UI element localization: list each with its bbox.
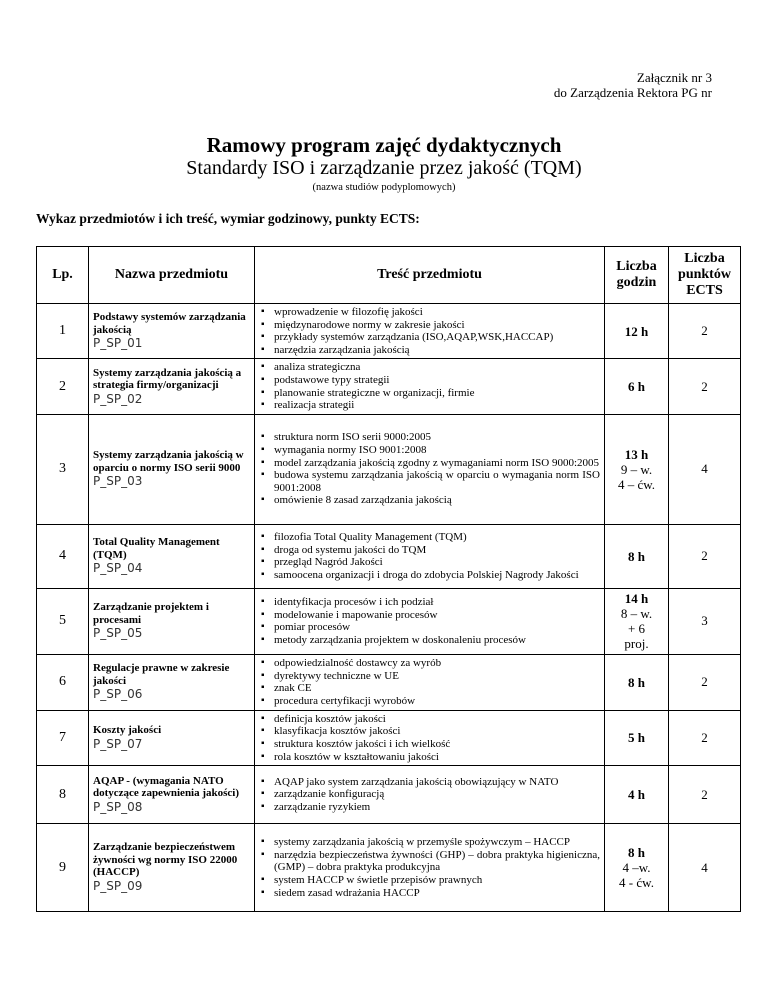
table-row: [37, 710, 741, 765]
hours-cell: [605, 524, 669, 588]
annex-line-2: do Zarządzenia Rektora PG nr: [553, 85, 712, 100]
header-points-line: punktów: [678, 267, 731, 282]
row-number: 1: [37, 304, 89, 359]
content-item: ▪ realizacja strategii: [261, 399, 600, 412]
content-item: ▪ przegląd Nagród Jakości: [261, 556, 600, 569]
course-content: [255, 524, 605, 588]
course-code: P_SP_07: [93, 736, 143, 751]
content-item: ▪ dyrektywy techniczne w UE: [261, 670, 600, 683]
course-cell: [89, 654, 255, 710]
table-row: [37, 524, 741, 588]
header-points-line: Liczba: [684, 251, 725, 266]
content-item: ▪ zarządzanie ryzykiem: [261, 801, 600, 814]
course-name: AQAP - (wymagania NATO dotyczące zapewnienia jakości): [93, 774, 240, 800]
course-name: Systemy zarządzania jakością w oparciu o normy ISO serii 9000: [93, 449, 244, 474]
hours-total: 8 h: [628, 548, 645, 564]
ects-points: 2: [669, 304, 741, 359]
row-number: 4: [37, 524, 89, 588]
hours-cell: [605, 304, 669, 359]
content-item: ▪ definicja kosztów jakości: [261, 713, 600, 726]
course-content: [255, 414, 605, 524]
content-item: ▪ system HACCP w świetle przepisów prawnych: [261, 874, 600, 887]
course-name: Regulacje prawne w zakresie jakości: [93, 662, 230, 687]
content-item: ▪ wprowadzenie w filozofię jakości: [261, 306, 600, 319]
row-number: 5: [37, 588, 89, 654]
content-item: ▪ podstawowe typy strategii: [261, 374, 600, 387]
content-item: ▪ odpowiedzialność dostawcy za wyrób: [261, 657, 600, 670]
content-item: ▪ AQAP jako system zarządzania jakością obowiązujący w NATO: [261, 776, 600, 789]
hours-total: 4 h: [628, 787, 645, 803]
course-code: P_SP_09: [93, 878, 143, 893]
hours-cell: [605, 824, 669, 912]
header-content: Treść przedmiotu: [255, 247, 605, 304]
content-item: ▪ struktura norm ISO serii 9000:2005: [261, 431, 600, 444]
ects-points: 2: [669, 710, 741, 765]
hours-total: 13 h: [624, 446, 649, 462]
course-code: P_SP_08: [93, 799, 143, 814]
content-list: [261, 361, 600, 411]
hours-detail: 8 – w.: [620, 606, 653, 622]
content-item: ▪ narzędzia zarządzania jakością: [261, 344, 600, 357]
course-code: P_SP_05: [93, 626, 143, 641]
hours-total: 8 h: [628, 674, 645, 690]
ects-points: 4: [669, 414, 741, 524]
content-item: ▪ filozofia Total Quality Management (TQM): [261, 531, 600, 544]
row-number: 6: [37, 654, 89, 710]
header-hours: [605, 247, 669, 304]
row-number: 3: [37, 414, 89, 524]
course-cell: [89, 824, 255, 912]
course-cell: [89, 304, 255, 359]
content-item: ▪ identyfikacja procesów i ich podział: [261, 596, 600, 609]
header-hours-line: Liczba: [616, 259, 657, 274]
course-content: [255, 304, 605, 359]
table-body: [37, 304, 741, 912]
course-name: Systemy zarządzania jakością a strategia firmy/organizacji: [93, 366, 242, 392]
hours-detail: 4 – ćw.: [617, 476, 656, 492]
content-item: ▪ modelowanie i mapowanie procesów: [261, 609, 600, 622]
course-cell: [89, 710, 255, 765]
content-list: [261, 531, 600, 581]
content-list: [261, 657, 600, 707]
table-row: [37, 359, 741, 414]
hours-detail: 4 –w.: [622, 860, 651, 876]
course-content: [255, 588, 605, 654]
course-cell: [89, 414, 255, 524]
content-list: [261, 713, 600, 763]
content-item: ▪ klasyfikacja kosztów jakości: [261, 725, 600, 738]
ects-points: 3: [669, 588, 741, 654]
hours-detail: + 6: [627, 621, 646, 637]
annex-line-1: Załącznik nr 3: [636, 70, 712, 85]
header-hours-line: godzin: [616, 275, 657, 290]
row-number: 7: [37, 710, 89, 765]
section-heading: Wykaz przedmiotów i ich treść, wymiar godzinowy, punkty ECTS:: [36, 211, 420, 226]
hours-cell: [605, 710, 669, 765]
course-code: P_SP_02: [93, 391, 143, 406]
course-content: [255, 710, 605, 765]
hours-detail: 9 – w.: [620, 461, 653, 477]
content-list: [261, 596, 600, 646]
content-item: ▪ przykłady systemów zarządzania (ISO,AQAP,WSK,HACCAP): [261, 331, 600, 344]
content-item: ▪ model zarządzania jakością zgodny z wymaganiami norm ISO 9000:2005: [261, 457, 600, 470]
courses-table: [36, 246, 741, 912]
content-list: [261, 776, 600, 814]
course-name: Zarządzanie projektem i procesami: [93, 601, 209, 626]
hours-total: 6 h: [628, 379, 645, 395]
hours-total: 14 h: [624, 591, 649, 607]
hours-total: 8 h: [628, 845, 645, 861]
ects-points: 2: [669, 359, 741, 414]
course-code: P_SP_04: [93, 561, 143, 576]
hours-cell: [605, 766, 669, 824]
course-code: P_SP_03: [93, 474, 143, 489]
content-item: ▪ droga od systemu jakości do TQM: [261, 544, 600, 557]
course-cell: [89, 359, 255, 414]
hours-total: 12 h: [624, 323, 649, 339]
table-header-row: [37, 247, 741, 304]
table-row: [37, 766, 741, 824]
content-item: ▪ budowa systemu zarządzania jakością w oparciu o wymagania norm ISO 9001:2008: [261, 469, 600, 494]
page-title: Ramowy program zajęć dydaktycznych: [206, 133, 562, 157]
course-cell: [89, 524, 255, 588]
content-item: ▪ procedura certyfikacji wyrobów: [261, 695, 600, 708]
course-code: P_SP_06: [93, 687, 143, 702]
content-item: ▪ zarządzanie konfiguracją: [261, 788, 600, 801]
hours-detail: 4 - ćw.: [619, 875, 654, 891]
course-name: Total Quality Management (TQM): [93, 536, 220, 561]
course-name: Koszty jakości: [93, 724, 162, 737]
table-row: [37, 304, 741, 359]
ects-points: 2: [669, 524, 741, 588]
hours-cell: [605, 359, 669, 414]
content-item: ▪ znak CE: [261, 682, 600, 695]
course-cell: [89, 766, 255, 824]
title-block: [0, 133, 768, 195]
hours-cell: [605, 588, 669, 654]
content-item: ▪ pomiar procesów: [261, 621, 600, 634]
content-list: [261, 306, 600, 356]
content-item: ▪ narzędzia bezpieczeństwa żywności (GHP) – dobra praktyka higieniczna, (GMP) – dobra praktyka produkcyjna: [261, 849, 600, 874]
course-content: [255, 654, 605, 710]
row-number: 9: [37, 824, 89, 912]
content-item: ▪ metody zarządzania projektem w doskonaleniu procesów: [261, 634, 600, 647]
course-content: [255, 824, 605, 912]
course-content: [255, 766, 605, 824]
content-list: [261, 431, 600, 507]
row-number: 8: [37, 766, 89, 824]
course-name: Zarządzanie bezpieczeństwem żywności wg normy ISO 22000 (HACCP): [93, 841, 238, 879]
table-row: [37, 654, 741, 710]
content-item: ▪ siedem zasad wdrażania HACCP: [261, 887, 600, 900]
header-name: Nazwa przedmiotu: [89, 247, 255, 304]
course-name: Podstawy systemów zarządzania jakością: [93, 311, 246, 336]
annex-note: [554, 70, 712, 100]
course-cell: [89, 588, 255, 654]
content-item: ▪ struktura kosztów jakości i ich wielkość: [261, 738, 600, 751]
row-number: 2: [37, 359, 89, 414]
header-points-line: ECTS: [686, 283, 723, 298]
ects-points: 2: [669, 654, 741, 710]
content-item: ▪ międzynarodowe normy w zakresie jakości: [261, 319, 600, 332]
course-content: [255, 359, 605, 414]
table-row: [37, 414, 741, 524]
ects-points: 4: [669, 824, 741, 912]
content-item: ▪ rola kosztów w kształtowaniu jakości: [261, 751, 600, 764]
content-item: ▪ analiza strategiczna: [261, 361, 600, 374]
content-list: [261, 836, 600, 899]
hours-cell: [605, 654, 669, 710]
table-row: [37, 824, 741, 912]
hours-cell: [605, 414, 669, 524]
page-subtitle: Standardy ISO i zarządzanie przez jakość (TQM): [186, 157, 582, 179]
hours-detail: proj.: [624, 636, 649, 652]
course-code: P_SP_01: [93, 336, 143, 351]
header-points: [669, 247, 741, 304]
subtitle-note: (nazwa studiów podyplomowych): [312, 182, 456, 193]
ects-points: 2: [669, 766, 741, 824]
header-lp: Lp.: [37, 247, 89, 304]
content-item: ▪ omówienie 8 zasad zarządzania jakością: [261, 494, 600, 507]
hours-total: 5 h: [628, 730, 645, 746]
content-item: ▪ wymagania normy ISO 9001:2008: [261, 444, 600, 457]
content-item: ▪ systemy zarządzania jakością w przemyśle spożywczym – HACCP: [261, 836, 600, 849]
table-row: [37, 588, 741, 654]
content-item: ▪ planowanie strategiczne w organizacji, firmie: [261, 387, 600, 400]
content-item: ▪ samoocena organizacji i droga do zdobycia Polskiej Nagrody Jakości: [261, 569, 600, 582]
